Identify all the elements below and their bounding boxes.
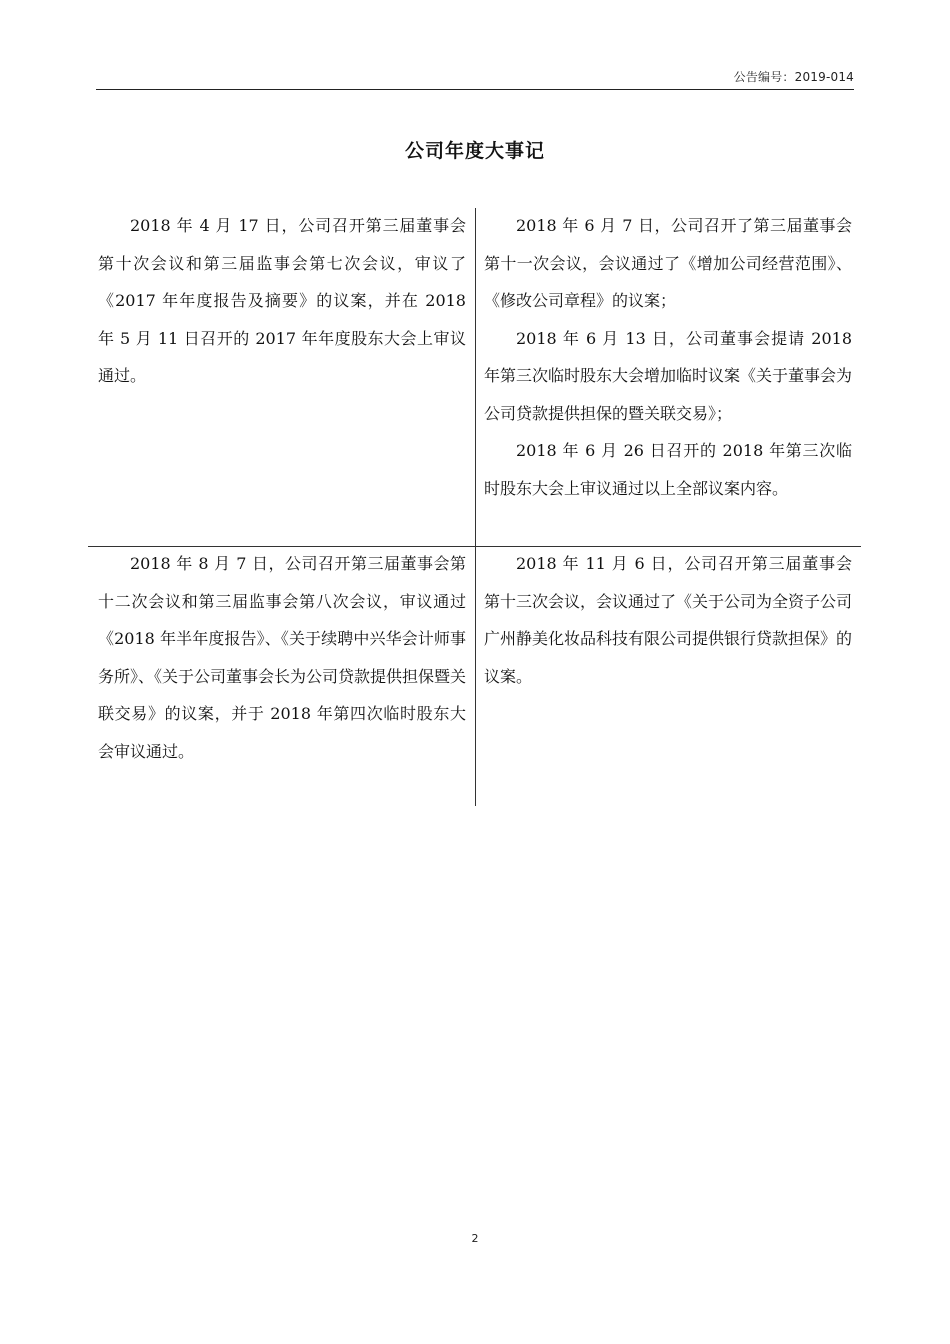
event-cell-bottom-left [98, 545, 466, 770]
event-paragraph: 2018 年 6 月 13 日，公司董事会提请 2018 年第三次临时股东大会增加临时议案《关于董事会为公司贷款提供担保的暨关联交易》； [484, 328, 853, 423]
announcement-number: 公告编号：2019-014 [733, 70, 854, 84]
page-number: 2 [471, 1232, 479, 1245]
event-cell-top-left [98, 207, 466, 395]
header-divider [96, 89, 854, 90]
column-divider-top [475, 208, 476, 546]
event-paragraph: 2018 年 8 月 7 日，公司召开第三届董事会第十二次会议和第三届监事会第八次会议，审议通过《2018 年半年度报告》、《关于续聘中兴华会计师事务所》、《关于公司董事会长为公司贷款提供担保暨关联交易》的议案，并于 2018 年第四次临时股东大会审议通过。 [98, 554, 467, 761]
event-cell-bottom-right [484, 545, 852, 695]
column-divider-bottom [475, 546, 476, 806]
event-paragraph: 2018 年 6 月 26 日召开的 2018 年第三次临时股东大会上审议通过以上全部议案内容。 [484, 441, 852, 498]
event-paragraph: 2018 年 6 月 7 日，公司召开了第三届董事会第十一次会议，会议通过了《增加公司经营范围》、《修改公司章程》的议案； [484, 216, 852, 310]
event-paragraph: 2018 年 11 月 6 日，公司召开第三届董事会第十三次会议，会议通过了《关于公司为全资子公司广州静美化妆品科技有限公司提供银行贷款担保》的议案。 [484, 554, 853, 686]
event-paragraph: 2018 年 4 月 17 日，公司召开第三届董事会第十次会议和第三届监事会第七次会议，审议了《2017 年年度报告及摘要》的议案，并在 2018 年 5 月 11 日召开的 2017 年年度股东大会上审议通过。 [98, 216, 466, 385]
page-title: 公司年度大事记 [404, 140, 545, 162]
event-cell-top-right [484, 207, 852, 507]
